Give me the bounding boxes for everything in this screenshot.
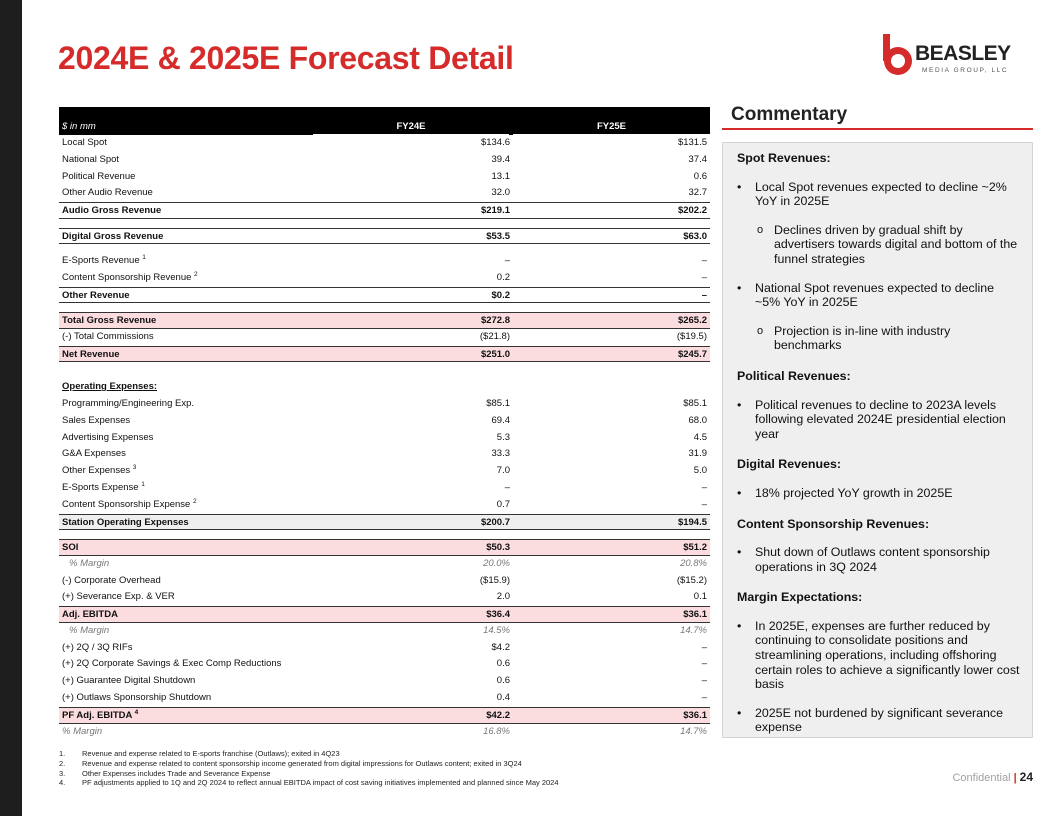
page-number: 24 xyxy=(1019,770,1033,784)
row-label: Content Sponsorship Revenue $^2$ xyxy=(62,270,198,283)
table-row-adj-ebitda xyxy=(59,606,710,623)
table-row-other-expenses xyxy=(59,463,710,480)
row-label: Content Sponsorship Expense $^2$ xyxy=(62,497,197,510)
footnote-ref: 1 xyxy=(141,480,145,488)
column-header-fy25e: FY25E xyxy=(513,121,710,132)
sub-bullet-item: o Projection is in-line with industry benchmarks xyxy=(757,323,951,353)
fy24e-value: 0.6 xyxy=(496,675,510,687)
table-row-total-gross xyxy=(59,312,710,329)
table-row-rifs xyxy=(59,640,710,657)
left-edge-bar xyxy=(0,0,22,816)
bullet-item: • Shut down of Outlaws content sponsorship operations in 3Q 2024 xyxy=(737,545,990,574)
fy24e-value: $36.4 xyxy=(486,609,510,621)
fy25e-value: 32.7 xyxy=(688,187,707,199)
fy24e-value: ($21.8) xyxy=(479,330,510,342)
footnote-ref: 3 xyxy=(132,464,137,472)
row-label: (-) Total Commissions xyxy=(62,330,154,342)
fy24e-value: $50.3 xyxy=(486,541,510,553)
row-label: (+) Guarantee Digital Shutdown xyxy=(62,675,196,687)
fy24e-value: ($15.9) xyxy=(479,574,510,586)
row-label: (+) 2Q / 3Q RIFs xyxy=(62,641,133,653)
fy25e-value: $36.1 xyxy=(683,709,707,721)
sub-bullet-item: o Declines driven by gradual shift by advertisers towards digital and bottom of the funnel strategies xyxy=(757,222,1018,266)
fy24e-value: – xyxy=(504,254,510,266)
table-row-esports-expense xyxy=(59,480,710,497)
table-row-commissions xyxy=(59,329,710,346)
fy25e-value: $194.5 xyxy=(677,516,707,528)
row-label: Adj. EBITDA xyxy=(62,609,118,621)
fy25e-value: 20.8% xyxy=(680,557,707,569)
row-label: Station Operating Expenses xyxy=(62,516,189,528)
row-label: Other Revenue xyxy=(62,289,130,301)
fy25e-value: 37.4 xyxy=(688,153,707,165)
row-label: (+) 2Q Corporate Savings & Exec Comp Reductions xyxy=(62,658,282,670)
fy24e-value: $272.8 xyxy=(480,314,510,326)
footer-divider: | xyxy=(1013,772,1017,784)
fy24e-value: 5.3 xyxy=(496,431,510,443)
fy24e-value: 2.0 xyxy=(496,591,510,603)
fy25e-value: ($19.5) xyxy=(676,330,707,342)
table-row-soi-margin xyxy=(59,556,710,573)
table-row-national-spot xyxy=(59,152,710,169)
footnote-3: 3. Other Expenses includes Trade and Severance Expense xyxy=(59,768,271,778)
row-label: G&A Expenses xyxy=(62,448,126,460)
fy25e-value: $85.1 xyxy=(683,397,707,409)
row-label: SOI xyxy=(62,541,79,553)
row-label: Total Gross Revenue xyxy=(62,314,157,326)
fy25e-value: 31.9 xyxy=(688,448,707,460)
table-row-outlaws-shutdown xyxy=(59,690,710,707)
table-row-sales xyxy=(59,413,710,430)
fy25e-value: – xyxy=(701,658,707,670)
table-row-guarantee-digital xyxy=(59,673,710,690)
row-label: (+) Outlaws Sponsorship Shutdown xyxy=(62,692,212,704)
fy24e-value: 7.0 xyxy=(496,465,510,477)
fy24e-value: $219.1 xyxy=(480,205,510,217)
logo-wordmark: BEASLEY xyxy=(915,42,1011,65)
fy24e-value: 32.0 xyxy=(491,187,510,199)
table-header xyxy=(59,107,710,135)
table-row-soi xyxy=(59,539,710,556)
table-row-corporate-savings xyxy=(59,656,710,673)
fy25e-value: 5.0 xyxy=(693,465,707,477)
commentary-title: Commentary xyxy=(731,104,848,125)
fy25e-value: – xyxy=(701,254,707,266)
table-row-esports-revenue xyxy=(59,253,710,270)
row-label: National Spot xyxy=(62,153,120,165)
page-footer xyxy=(952,770,1033,784)
fy25e-value: – xyxy=(701,498,707,510)
table-row-audio-gross xyxy=(59,202,710,219)
fy24e-value: – xyxy=(504,481,510,493)
footnote-ref: 2 xyxy=(194,270,198,278)
fy24e-value: $0.2 xyxy=(491,289,510,301)
table-row-digital-gross xyxy=(59,228,710,245)
row-label: (-) Corporate Overhead xyxy=(62,574,161,586)
fy25e-value: – xyxy=(701,692,707,704)
table-row-local-spot xyxy=(59,135,710,152)
row-label: Advertising Expenses xyxy=(62,431,154,443)
content-sponsorship-heading: Content Sponsorship Revenues: xyxy=(737,516,930,531)
bullet-item: • 2025E not burdened by significant severance expense xyxy=(737,705,1003,735)
footnote-ref: 2 xyxy=(192,497,197,505)
confidential-label: Confidential xyxy=(952,772,1011,784)
row-label: Net Revenue xyxy=(62,348,120,360)
section-heading: Operating Expenses: xyxy=(62,381,158,393)
fy24e-value: 69.4 xyxy=(491,414,510,426)
fy24e-value: $85.1 xyxy=(486,397,510,409)
table-row-other-revenue xyxy=(59,287,710,304)
footnote-4: 4. PF adjustments applied to 1Q and 2Q 2024 to reflect annual EBITDA impact of cost saving initiatives implemented and planned since May 2024 xyxy=(59,778,559,788)
fy25e-value: 0.1 xyxy=(693,591,707,603)
fy24e-value: 0.4 xyxy=(496,692,510,704)
row-label: Other Expenses $^3$ xyxy=(62,464,137,477)
fy24e-value: 14.5% xyxy=(483,624,510,636)
row-label: E-Sports Expense $^1$ xyxy=(62,480,145,493)
footnote-1: 1. Revenue and expense related to E-sports franchise (Outlaws); exited in 4Q23 xyxy=(59,749,340,758)
table-row-corporate-overhead xyxy=(59,573,710,590)
spot-revenues-heading: Spot Revenues: xyxy=(737,151,831,165)
fy25e-value: – xyxy=(701,271,707,283)
fy25e-value: $51.2 xyxy=(683,541,707,553)
political-revenues-heading: Political Revenues: xyxy=(737,368,851,383)
table-row-ga xyxy=(59,446,710,463)
fy25e-value: 14.7% xyxy=(680,624,707,636)
forecast-table xyxy=(59,107,710,740)
fy24e-value: $42.2 xyxy=(486,709,510,721)
fy25e-value: – xyxy=(701,641,707,653)
beasley-logo xyxy=(880,32,1010,82)
bullet-item: • Local Spot revenues expected to decline ~2% YoY in 2025E xyxy=(737,179,1007,209)
fy24e-value: $200.7 xyxy=(480,516,510,528)
row-label: Digital Gross Revenue xyxy=(62,230,164,242)
row-label: Sales Expenses xyxy=(62,414,131,426)
footnote-ref: 4 xyxy=(134,708,139,716)
fy25e-value: 4.5 xyxy=(693,431,707,443)
beasley-logo-icon xyxy=(880,32,916,76)
row-label: Local Spot xyxy=(62,137,107,148)
table-row-political xyxy=(59,169,710,186)
footnote-2: 2. Revenue and expense related to content sponsorship income generated from digital impressions for Outlaws content; exited in 3Q24 xyxy=(59,758,522,768)
units-label: $ in mm xyxy=(62,121,96,132)
fy24e-value: $4.2 xyxy=(491,641,510,653)
fy24e-value: 39.4 xyxy=(491,153,510,165)
table-row-advertising xyxy=(59,430,710,447)
fy24e-value: $251.0 xyxy=(480,348,510,360)
table-row-severance xyxy=(59,589,710,606)
table-row-content-expense xyxy=(59,497,710,514)
fy24e-value: 20.0% xyxy=(483,557,510,569)
table-row-programming xyxy=(59,396,710,413)
fy24e-value: 0.7 xyxy=(496,498,510,510)
fy25e-value: – xyxy=(701,675,707,687)
page-title: 2024E & 2025E Forecast Detail xyxy=(58,40,514,76)
commentary-divider xyxy=(722,128,1033,130)
fy25e-value: – xyxy=(701,481,707,493)
fy24e-value: 33.3 xyxy=(491,448,510,460)
commentary-box xyxy=(722,142,1033,738)
row-label: Programming/Engineering Exp. xyxy=(62,397,195,409)
row-label: % Margin xyxy=(69,557,110,569)
fy24e-value: $53.5 xyxy=(486,230,510,242)
table-row-ebitda-margin xyxy=(59,623,710,640)
row-label: Audio Gross Revenue xyxy=(62,205,162,217)
row-label: (+) Severance Exp. & VER xyxy=(62,591,175,603)
fy25e-value: 14.7% xyxy=(680,725,707,737)
table-row-net-revenue xyxy=(59,346,710,363)
row-label: % Margin xyxy=(62,725,103,737)
fy25e-value: $63.0 xyxy=(683,230,707,242)
fy25e-value: 68.0 xyxy=(688,414,707,426)
logo-subtitle: MEDIA GROUP, LLC xyxy=(922,67,1009,74)
fy24e-value: 0.2 xyxy=(496,271,510,283)
footnotes xyxy=(59,749,559,788)
fy25e-value: $202.2 xyxy=(677,205,707,217)
table-row-station-opex xyxy=(59,514,710,531)
table-row-pf-margin xyxy=(59,724,710,741)
fy24e-value: 0.6 xyxy=(496,658,510,670)
fy24e-value: $134.6 xyxy=(480,137,510,148)
table-row-pf-adj-ebitda xyxy=(59,707,710,724)
fy25e-value: $131.5 xyxy=(677,137,707,148)
margin-expectations-heading: Margin Expectations: xyxy=(737,590,863,605)
table-row-other-audio xyxy=(59,185,710,202)
fy25e-value: – xyxy=(701,289,707,301)
row-label: % Margin xyxy=(69,624,110,636)
column-header-fy24e: FY24E xyxy=(313,121,509,132)
table-row-opex-heading xyxy=(59,379,710,396)
row-label: Political Revenue xyxy=(62,170,136,182)
footnote-ref: 1 xyxy=(142,253,146,261)
row-label: E-Sports Revenue $^1$ xyxy=(62,253,146,266)
row-label: Other Audio Revenue xyxy=(62,187,153,199)
fy25e-value: $265.2 xyxy=(677,314,707,326)
bullet-item: • National Spot revenues expected to decline ~5% YoY in 2025E xyxy=(737,280,995,310)
table-row-content-revenue xyxy=(59,270,710,287)
fy24e-value: 16.8% xyxy=(483,725,510,737)
fy25e-value: 0.6 xyxy=(693,170,707,182)
fy24e-value: 13.1 xyxy=(491,170,510,182)
bullet-item: • Political revenues to decline to 2023A levels following elevated 2024E presidential election year xyxy=(737,397,1006,441)
row-label: PF Adj. EBITDA $^4$ xyxy=(62,708,139,721)
fy25e-value: $245.7 xyxy=(677,348,707,360)
bullet-item: • In 2025E, expenses are further reduced by continuing to consolidate positions and streamlining operations, including offshoring certain roles to achieve a significantly lower cost basis xyxy=(737,618,1020,692)
fy25e-value: ($15.2) xyxy=(676,574,707,586)
bullet-item: • 18% projected YoY growth in 2025E xyxy=(737,485,953,500)
fy25e-value: $36.1 xyxy=(683,609,707,621)
digital-revenues-heading: Digital Revenues: xyxy=(737,457,841,472)
